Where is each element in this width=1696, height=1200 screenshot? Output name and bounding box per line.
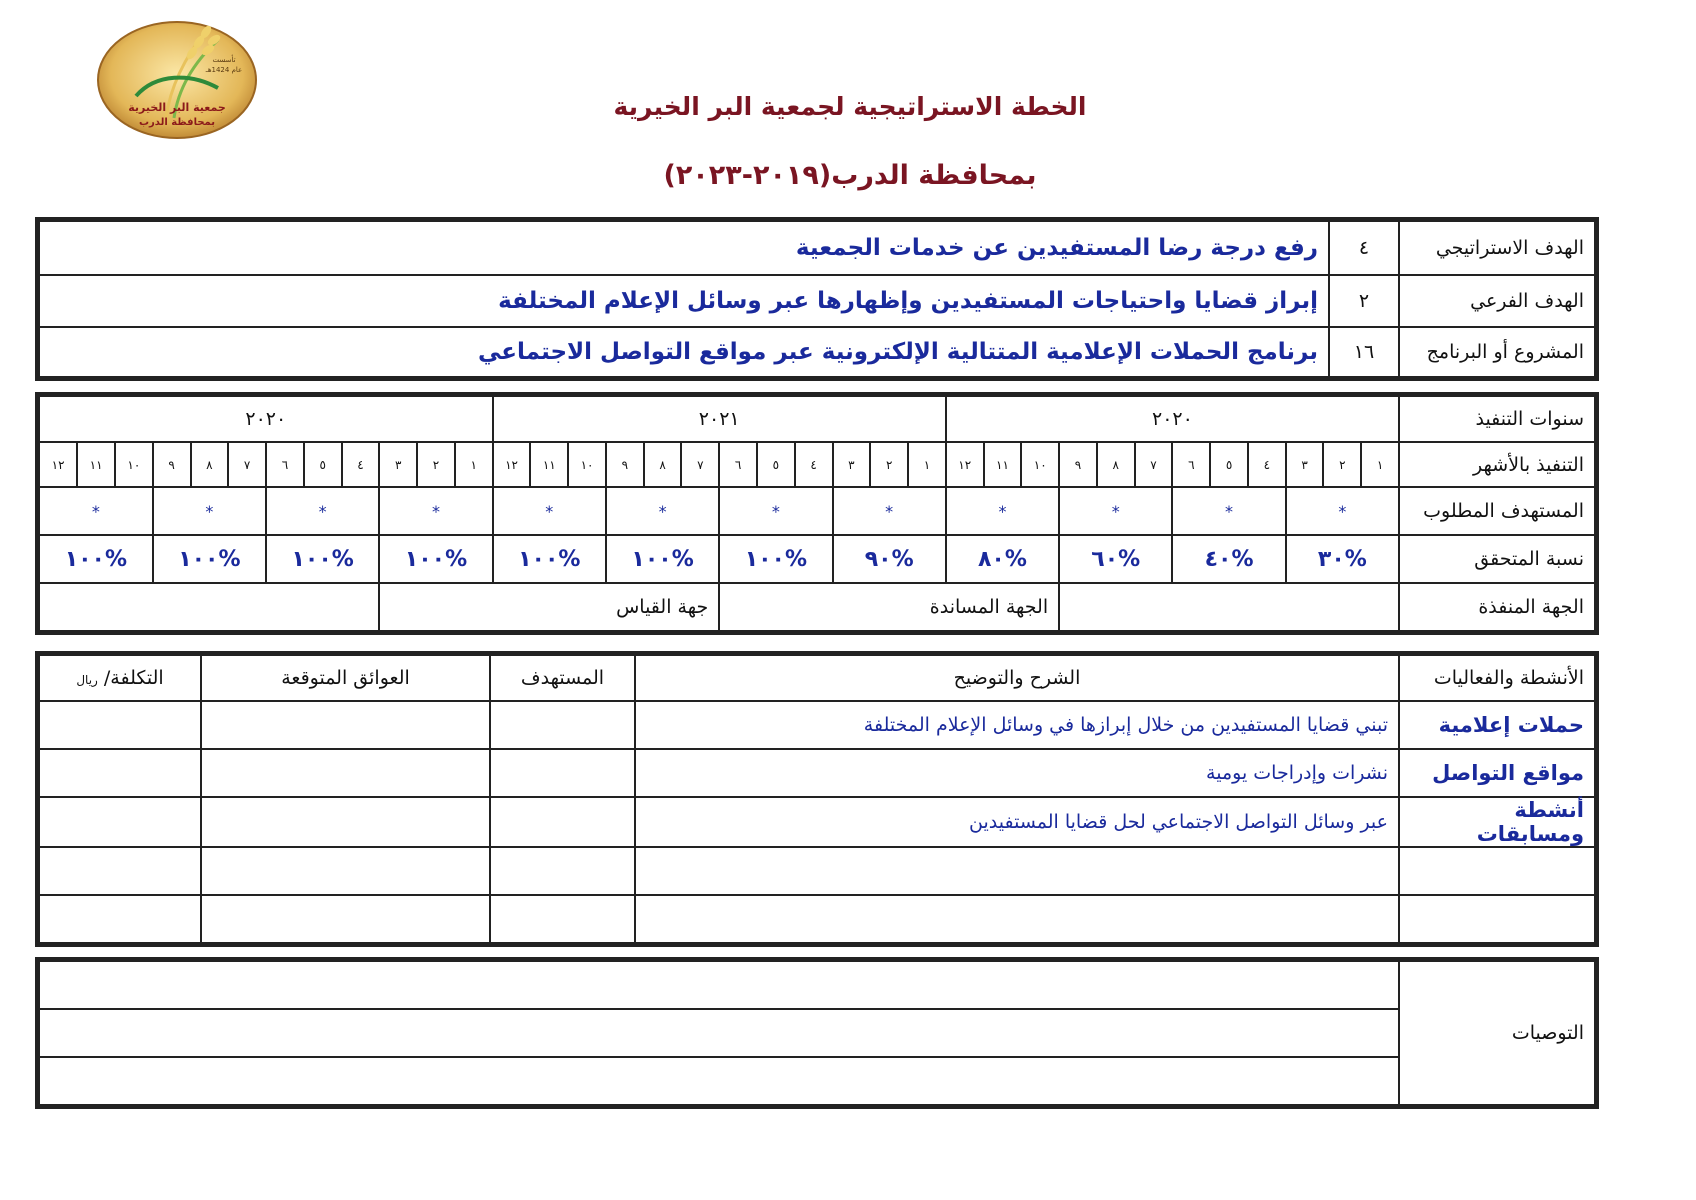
recommendation-line bbox=[39, 1057, 1399, 1105]
month-cell: ٢ bbox=[417, 442, 455, 487]
activity-name: حملات إعلامية bbox=[1399, 701, 1595, 749]
year-cell: ٢٠٢١ bbox=[493, 396, 946, 442]
page-subtitle: بمحافظة الدرب(٢٠١٩-٢٠٢٣) bbox=[663, 160, 1037, 191]
month-cell: ١٠ bbox=[115, 442, 153, 487]
logo-founded-year: عام 1424هـ bbox=[205, 66, 243, 74]
achieved-percent: %٤٠ bbox=[1172, 535, 1285, 583]
month-cell: ٣ bbox=[1286, 442, 1324, 487]
month-cell: ٩ bbox=[153, 442, 191, 487]
month-cell: ٥ bbox=[1210, 442, 1248, 487]
month-cell: ٤ bbox=[795, 442, 833, 487]
achieved-percent: %١٠٠ bbox=[266, 535, 379, 583]
month-cell: ١ bbox=[1361, 442, 1399, 487]
month-cell: ٢ bbox=[870, 442, 908, 487]
year-cell: ٢٠٢٠ bbox=[39, 396, 493, 442]
month-cell: ١ bbox=[908, 442, 946, 487]
activity-cost bbox=[39, 749, 201, 797]
month-cell: ٤ bbox=[1248, 442, 1286, 487]
activity-row bbox=[39, 797, 1595, 847]
activity-description: تبني قضايا المستفيدين من خلال إبرازها في وسائل الإعلام المختلفة bbox=[635, 701, 1399, 749]
month-cell: ١ bbox=[455, 442, 493, 487]
activity-description bbox=[635, 847, 1399, 895]
activity-cost bbox=[39, 847, 201, 895]
target-mark: * bbox=[833, 487, 946, 535]
target-mark: * bbox=[39, 487, 153, 535]
achieved-percent: %١٠٠ bbox=[493, 535, 606, 583]
activity-target bbox=[490, 701, 635, 749]
schedule-table bbox=[38, 395, 1596, 632]
activity-target bbox=[490, 749, 635, 797]
measure-entity-value bbox=[39, 583, 379, 631]
month-cell: ٦ bbox=[266, 442, 304, 487]
activity-cost bbox=[39, 701, 201, 749]
achieved-percent: %٨٠ bbox=[946, 535, 1059, 583]
month-cell: ٧ bbox=[681, 442, 719, 487]
measure-entity-label: جهة القياس bbox=[379, 583, 719, 631]
target-mark: * bbox=[1059, 487, 1172, 535]
month-cell: ٩ bbox=[1059, 442, 1097, 487]
month-cell: ٢ bbox=[1323, 442, 1361, 487]
activities-table bbox=[38, 654, 1596, 944]
obstacles-header: العوائق المتوقعة bbox=[201, 655, 490, 701]
page-title: الخطة الاستراتيجية لجمعية البر الخيرية bbox=[613, 92, 1087, 121]
month-cell: ٥ bbox=[757, 442, 795, 487]
goal-row-sub bbox=[39, 275, 1595, 327]
activity-description: نشرات وإدراجات يومية bbox=[635, 749, 1399, 797]
month-cell: ١٠ bbox=[1021, 442, 1059, 487]
cost-header-label: التكلفة/ bbox=[103, 667, 164, 689]
activity-cost bbox=[39, 797, 201, 847]
month-cell: ٨ bbox=[644, 442, 682, 487]
target-mark: * bbox=[379, 487, 492, 535]
target-mark: * bbox=[946, 487, 1059, 535]
goal-row-project bbox=[39, 327, 1595, 377]
month-cell: ١٢ bbox=[39, 442, 77, 487]
target-mark: * bbox=[719, 487, 832, 535]
month-cell: ٨ bbox=[191, 442, 229, 487]
activity-header: الأنشطة والفعاليات bbox=[1399, 655, 1595, 701]
activity-row bbox=[39, 701, 1595, 749]
achieved-percent: %١٠٠ bbox=[379, 535, 492, 583]
activity-obstacles bbox=[201, 895, 490, 943]
goal-number: ٤ bbox=[1329, 221, 1399, 275]
years-label: سنوات التنفيذ bbox=[1399, 396, 1595, 442]
month-cell: ٧ bbox=[1135, 442, 1173, 487]
month-cell: ٦ bbox=[1172, 442, 1210, 487]
target-mark: * bbox=[153, 487, 266, 535]
activity-name bbox=[1399, 847, 1595, 895]
month-cell: ٨ bbox=[1097, 442, 1135, 487]
exec-entity-label: الجهة المنفذة bbox=[1399, 583, 1595, 631]
month-cell: ٦ bbox=[719, 442, 757, 487]
activity-target bbox=[490, 895, 635, 943]
goal-label: المشروع أو البرنامج bbox=[1399, 327, 1595, 377]
goal-label: الهدف الفرعي bbox=[1399, 275, 1595, 327]
month-cell: ١١ bbox=[984, 442, 1022, 487]
exec-entity-value bbox=[1059, 583, 1399, 631]
month-cell: ٣ bbox=[833, 442, 871, 487]
recommendations-table bbox=[38, 960, 1596, 1106]
goal-row-strategic bbox=[39, 221, 1595, 275]
target-header: المستهدف bbox=[490, 655, 635, 701]
month-cell: ١٠ bbox=[568, 442, 606, 487]
month-cell: ٥ bbox=[304, 442, 342, 487]
achieved-percent: %١٠٠ bbox=[153, 535, 266, 583]
target-row bbox=[39, 487, 1595, 535]
achieved-percent: %٣٠ bbox=[1286, 535, 1399, 583]
activity-target bbox=[490, 797, 635, 847]
achieved-label: نسبة المتحقق bbox=[1399, 535, 1595, 583]
months-label: التنفيذ بالأشهر bbox=[1399, 442, 1595, 487]
entities-row bbox=[39, 583, 1595, 631]
activity-obstacles bbox=[201, 847, 490, 895]
year-cell: ٢٠٢٠ bbox=[946, 396, 1399, 442]
cost-unit: ريال bbox=[76, 673, 98, 687]
target-mark: * bbox=[266, 487, 379, 535]
goal-number: ١٦ bbox=[1329, 327, 1399, 377]
goal-text: إبراز قضايا واحتياجات المستفيدين وإظهارها عبر وسائل الإعلام المختلفة bbox=[39, 275, 1329, 327]
logo-city: بمحافظة الدرب bbox=[138, 117, 216, 128]
years-row bbox=[39, 396, 1595, 442]
support-entity-label: الجهة المساندة bbox=[719, 583, 1059, 631]
activity-name bbox=[1399, 895, 1595, 943]
recommendation-line bbox=[39, 961, 1399, 1009]
achieved-row bbox=[39, 535, 1595, 583]
achieved-percent: %٦٠ bbox=[1059, 535, 1172, 583]
activity-obstacles bbox=[201, 701, 490, 749]
activity-description bbox=[635, 895, 1399, 943]
achieved-percent: %١٠٠ bbox=[606, 535, 719, 583]
goal-label: الهدف الاستراتيجي bbox=[1399, 221, 1595, 275]
target-mark: * bbox=[1172, 487, 1285, 535]
achieved-percent: %١٠٠ bbox=[39, 535, 153, 583]
months-row bbox=[39, 442, 1595, 487]
target-mark: * bbox=[1286, 487, 1399, 535]
target-mark: * bbox=[606, 487, 719, 535]
activity-name: أنشطة ومسابقات bbox=[1399, 797, 1595, 847]
month-cell: ١٢ bbox=[493, 442, 531, 487]
goal-number: ٢ bbox=[1329, 275, 1399, 327]
goal-text: برنامج الحملات الإعلامية المتتالية الإلكترونية عبر مواقع التواصل الاجتماعي bbox=[39, 327, 1329, 377]
activity-description: عبر وسائل التواصل الاجتماعي لحل قضايا المستفيدين bbox=[635, 797, 1399, 847]
month-cell: ٧ bbox=[228, 442, 266, 487]
activity-target bbox=[490, 847, 635, 895]
target-mark: * bbox=[493, 487, 606, 535]
activities-header-row bbox=[39, 655, 1595, 701]
activity-name: مواقع التواصل bbox=[1399, 749, 1595, 797]
month-cell: ١١ bbox=[77, 442, 115, 487]
association-logo bbox=[96, 18, 258, 140]
activity-obstacles bbox=[201, 749, 490, 797]
logo-name: جمعية البر الخيرية bbox=[128, 101, 226, 114]
month-cell: ١١ bbox=[530, 442, 568, 487]
goals-table bbox=[38, 220, 1596, 378]
logo-founded-label: تأسست bbox=[212, 56, 236, 64]
month-cell: ٩ bbox=[606, 442, 644, 487]
description-header: الشرح والتوضيح bbox=[635, 655, 1399, 701]
activity-row bbox=[39, 749, 1595, 797]
achieved-percent: %٩٠ bbox=[833, 535, 946, 583]
goal-text: رفع درجة رضا المستفيدين عن خدمات الجمعية bbox=[39, 221, 1329, 275]
activity-cost bbox=[39, 895, 201, 943]
activity-row bbox=[39, 847, 1595, 895]
cost-header bbox=[39, 655, 201, 701]
target-label: المستهدف المطلوب bbox=[1399, 487, 1595, 535]
activity-row bbox=[39, 895, 1595, 943]
activity-obstacles bbox=[201, 797, 490, 847]
month-cell: ١٢ bbox=[946, 442, 984, 487]
recommendations-label: التوصيات bbox=[1399, 961, 1595, 1105]
month-cell: ٤ bbox=[342, 442, 380, 487]
month-cell: ٣ bbox=[379, 442, 417, 487]
achieved-percent: %١٠٠ bbox=[719, 535, 832, 583]
recommendation-line bbox=[39, 1009, 1399, 1057]
